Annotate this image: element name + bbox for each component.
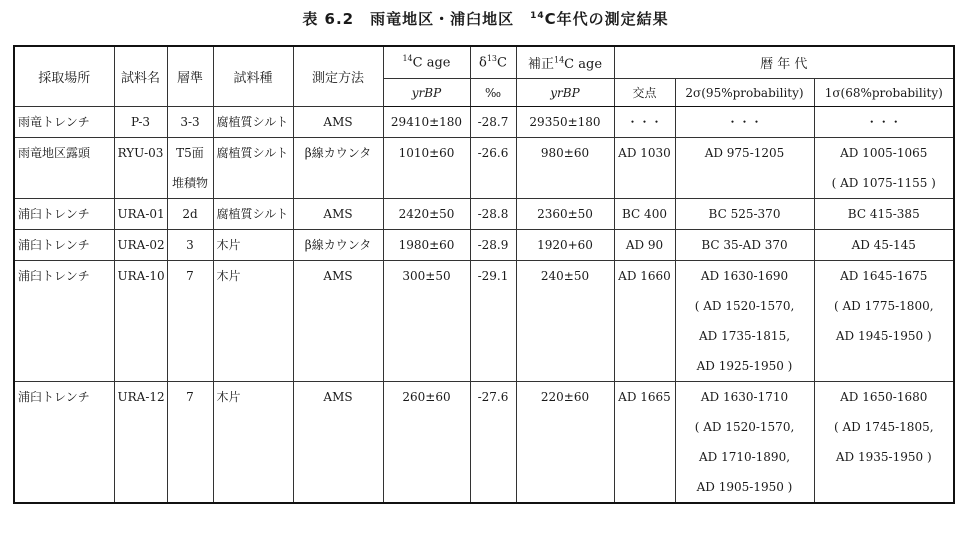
layer-cell [167,107,213,138]
header-layer: 層準 [167,46,213,107]
method-cell: AMS [293,107,383,138]
site-cell: 浦臼トレンチ [14,261,114,382]
one-sigma-cell-line: ( AD 1775-1800, [833,299,934,313]
table-row [14,382,954,504]
header-1sigma: 1σ(68%probability) [814,79,954,107]
one-sigma-cell-line: ・・・ [865,115,902,129]
method-cell: β線カウンタ [293,230,383,261]
table-row [14,138,954,199]
table-row [14,261,954,382]
corrected-age-cell: 2360±50 [516,199,614,230]
site-cell: 浦臼トレンチ [14,230,114,261]
header-material: 試料種 [213,46,293,107]
header-corr-unit: yrBP [516,79,614,107]
intersect-cell: AD 1030 [614,138,675,199]
delta13c-cell: -27.6 [470,382,516,504]
sample-cell: URA-01 [114,199,167,230]
site-cell: 雨竜地区露頭 [14,138,114,199]
corrected-age-cell: 220±60 [516,382,614,504]
c14-age-cell: 1010±60 [383,138,470,199]
delta13c-cell: -29.1 [470,261,516,382]
intersect-cell: ・・・ [614,107,675,138]
two-sigma-cell-line: ( AD 1520-1570, [694,299,795,313]
intersect-cell: AD 1665 [614,382,675,504]
method-cell: AMS [293,199,383,230]
delta13c-cell: -26.6 [470,138,516,199]
method-cell: AMS [293,261,383,382]
table-row [14,199,954,230]
sample-cell: RYU-03 [114,138,167,199]
two-sigma-cell-line: AD 1630-1710 [700,390,789,404]
layer-cell-line: 7 [186,269,194,283]
two-sigma-cell-line: AD 1925-1950 ) [696,359,793,373]
one-sigma-cell [814,107,954,138]
layer-cell [167,382,213,504]
material-cell: 腐植質シルト [213,199,293,230]
two-sigma-cell [675,261,814,382]
corrected-age-cell: 29350±180 [516,107,614,138]
header-calendar-age: 暦 年 代 [614,46,954,79]
two-sigma-cell-line: AD 1630-1690 [700,269,789,283]
material-cell: 腐植質シルト [213,107,293,138]
header-corrected-age: 補正$^{14}$C age [516,46,614,79]
material-cell: 木片 [213,382,293,504]
header-delta13c: $\delta^{13}C$ [470,46,516,79]
two-sigma-cell-line: AD 1735-1815, [698,329,791,343]
intersect-cell: AD 1660 [614,261,675,382]
layer-cell-line: 3 [186,238,194,252]
two-sigma-cell-line: ( AD 1520-1570, [694,420,795,434]
one-sigma-cell-line: ( AD 1745-1805, [833,420,934,434]
layer-cell-line: 7 [186,390,194,404]
c14-age-cell: 300±50 [383,261,470,382]
table-row [14,107,954,138]
sample-cell: URA-10 [114,261,167,382]
method-cell: β線カウンタ [293,138,383,199]
delta13c-cell: -28.7 [470,107,516,138]
corrected-age-cell: 1920+60 [516,230,614,261]
header-c14-unit: yrBP [383,79,470,107]
two-sigma-cell-line: BC 525-370 [708,207,781,221]
corrected-age-cell: 980±60 [516,138,614,199]
header-c14-age: $^{14}$C age [383,46,470,79]
header-sample: 試料名 [114,46,167,107]
two-sigma-cell-line: AD 975-1205 [704,146,785,160]
method-cell: AMS [293,382,383,504]
one-sigma-cell [814,382,954,504]
two-sigma-cell-line: BC 35-AD 370 [701,238,788,252]
table-caption: 表 6.2 雨竜地区・浦臼地区 $^{14}$C年代の測定結果 [302,10,669,28]
one-sigma-cell-line: AD 1645-1675 [840,269,928,283]
sample-cell: P-3 [114,107,167,138]
one-sigma-cell-line: AD 1935-1950 ) [835,450,932,464]
corrected-age-cell: 240±50 [516,261,614,382]
radiocarbon-results-table [13,45,955,504]
header-2sigma: 2σ(95%probability) [675,79,814,107]
intersect-cell: BC 400 [614,199,675,230]
one-sigma-cell-line: ( AD 1075-1155 ) [831,176,936,190]
table-row [14,230,954,261]
one-sigma-cell-line: AD 1945-1950 ) [835,329,932,343]
c14-age-cell: 260±60 [383,382,470,504]
c14-age-cell: 29410±180 [383,107,470,138]
intersect-cell: AD 90 [614,230,675,261]
two-sigma-cell-line: AD 1905-1950 ) [696,480,793,494]
two-sigma-cell [675,382,814,504]
c14-age-cell: 1980±60 [383,230,470,261]
layer-cell [167,230,213,261]
header-intersect: 交点 [614,79,675,107]
sample-cell: URA-02 [114,230,167,261]
two-sigma-cell [675,138,814,199]
c14-age-cell: 2420±50 [383,199,470,230]
one-sigma-cell [814,261,954,382]
layer-cell-line: T5面 [176,146,204,160]
site-cell: 雨竜トレンチ [14,107,114,138]
one-sigma-cell [814,199,954,230]
header-method: 測定方法 [293,46,383,107]
two-sigma-cell [675,107,814,138]
layer-cell [167,261,213,382]
site-cell: 浦臼トレンチ [14,199,114,230]
layer-cell-line: 2d [182,207,198,221]
two-sigma-cell [675,230,814,261]
one-sigma-cell-line: BC 415-385 [847,207,920,221]
material-cell: 木片 [213,261,293,382]
delta13c-cell: -28.8 [470,199,516,230]
one-sigma-cell-line: AD 1005-1065 [840,146,928,160]
one-sigma-cell-line: AD 45-145 [851,238,916,252]
sample-cell: URA-12 [114,382,167,504]
layer-cell [167,199,213,230]
site-cell: 浦臼トレンチ [14,382,114,504]
one-sigma-cell [814,230,954,261]
material-cell: 腐植質シルト [213,138,293,199]
two-sigma-cell [675,199,814,230]
one-sigma-cell [814,138,954,199]
layer-cell [167,138,213,199]
one-sigma-cell-line: AD 1650-1680 [840,390,928,404]
header-site: 採取場所 [14,46,114,107]
layer-cell-line: 3-3 [180,115,200,129]
header-delta-unit: ‰ [470,79,516,107]
two-sigma-cell-line: AD 1710-1890, [698,450,791,464]
material-cell: 木片 [213,230,293,261]
layer-cell-line: 堆積物 [171,176,208,190]
delta13c-cell: -28.9 [470,230,516,261]
two-sigma-cell-line: ・・・ [726,115,763,129]
